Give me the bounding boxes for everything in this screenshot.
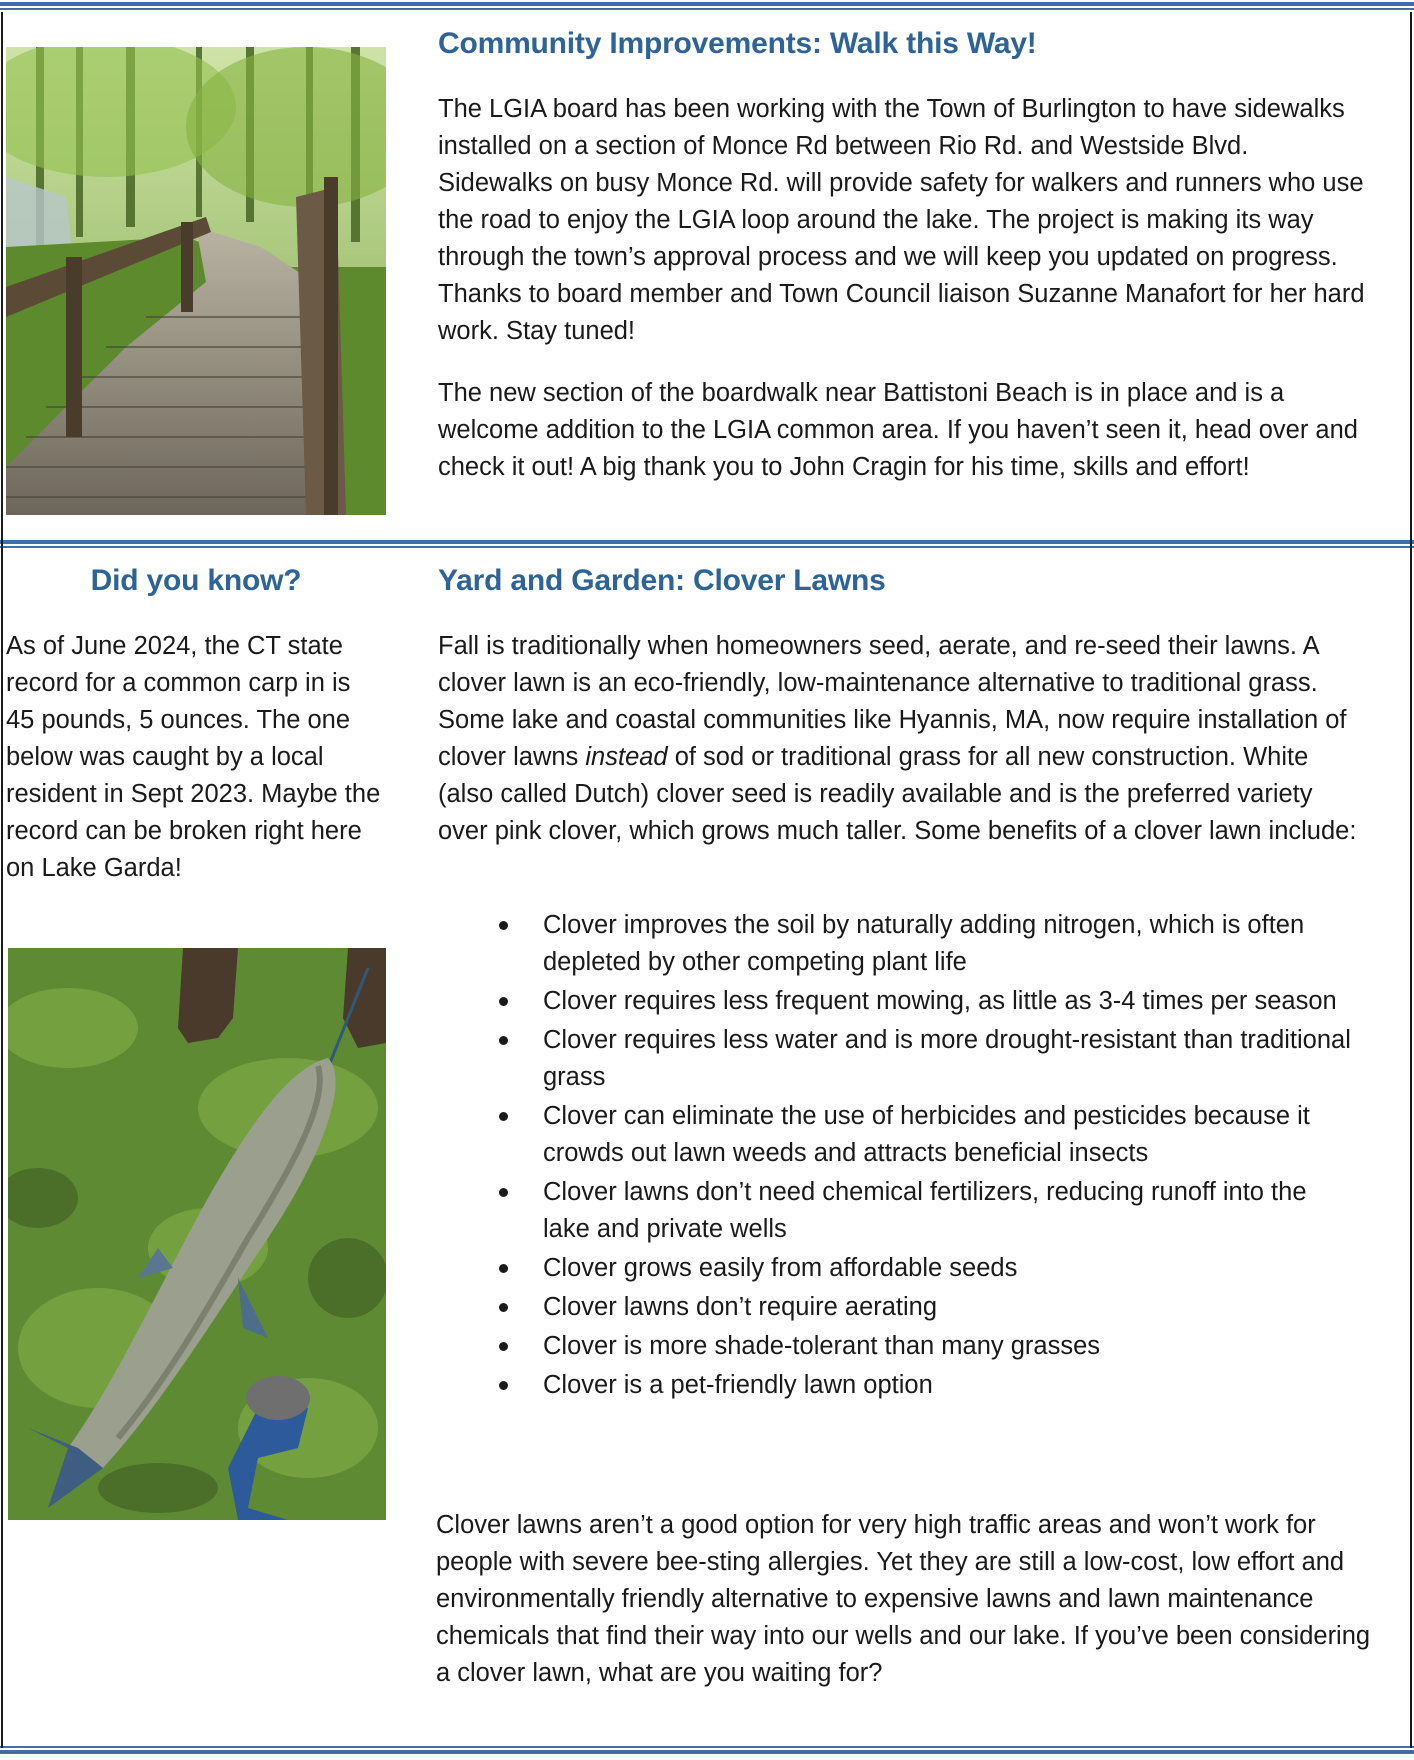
bullet-icon <box>499 997 508 1006</box>
list-item <box>543 1250 1353 1287</box>
did-you-know-title: Did you know? <box>90 564 302 597</box>
list-item-text: Clover is more shade-tolerant than many grasses <box>543 1332 1101 1360</box>
yard-garden-title: Yard and Garden: Clover Lawns <box>438 564 886 597</box>
list-item-text: Clover lawns don’t require aerating <box>543 1293 938 1321</box>
right-border <box>1410 12 1412 1748</box>
bullet-icon <box>499 1036 508 1045</box>
list-item <box>543 1022 1353 1096</box>
list-item-text: Clover is a pet-friendly lawn option <box>543 1371 933 1399</box>
walkway-paragraph-2: The new section of the boardwalk near Battistoni Beach is in place and is a welcome addition to the LGIA common area. If you haven’t seen it, head over and check it out! A big thank you to John Cragin for his time, skills and effort! <box>438 379 1358 481</box>
walkway-paragraph-1: The LGIA board has been working with the Town of Burlington to have sidewalks installed on a section of Monce Rd between Rio Rd. and Westside Blvd. Sidewalks on busy Monce Rd. will provide safety for walkers and runners who use the road to enjoy the LGIA loop around the lake. The project is making its way through the town’s approval process and we will keep you updated on progress. Thanks to board member and Town Council liaison Suzanne Manafort for her hard work. Stay tuned! <box>438 95 1365 345</box>
list-item <box>543 1289 1353 1326</box>
boardwalk-photo <box>6 47 386 515</box>
middle-divider <box>0 540 1414 550</box>
list-item <box>543 1328 1353 1365</box>
bullet-icon <box>499 1381 508 1390</box>
list-item-text: Clover improves the soil by naturally adding nitrogen, which is often depleted by other competing plant life <box>543 911 1305 976</box>
list-item <box>543 1174 1353 1248</box>
bullet-icon <box>499 1188 508 1197</box>
bottom-border <box>0 1746 1414 1756</box>
list-item <box>543 1367 1353 1404</box>
clover-benefits-list <box>543 907 1353 1406</box>
list-item <box>543 1098 1353 1172</box>
walkway-title: Community Improvements: Walk this Way! <box>438 27 1037 60</box>
intro-text-part-1: Fall is traditionally when homeowners seed, aerate, and re-seed their lawns. A clover lawn is an eco-friendly, low-maintenance alternative to traditional grass. Some lake and coastal communities like Hyannis, MA, now require installation of clover lawns <box>438 632 1347 771</box>
bullet-icon <box>499 1112 508 1121</box>
list-item-text: Clover requires less water and is more drought-resistant than traditional grass <box>543 1026 1351 1091</box>
list-item <box>543 983 1353 1020</box>
yard-garden-intro <box>438 628 1368 850</box>
left-border <box>1 12 3 1748</box>
bullet-icon <box>499 921 508 930</box>
yard-garden-closing: Clover lawns aren’t a good option for very high traffic areas and won’t work for people with severe bee-sting allergies. Yet they are still a low-cost, low effort and environmentally friendly alternative to expensive lawns and lawn maintenance chemicals that find their way into our wells and our lake. If you’ve been considering a clover lawn, what are you waiting for? <box>436 1511 1371 1687</box>
intro-emphasis: instead <box>585 743 668 771</box>
bullet-icon <box>499 1303 508 1312</box>
list-item-text: Clover can eliminate the use of herbicides and pesticides because it crowds out lawn weeds and attracts beneficial insects <box>543 1102 1310 1167</box>
list-item-text: Clover requires less frequent mowing, as little as 3-4 times per season <box>543 987 1337 1015</box>
intro-text-part-2: of sod or traditional grass for all new construction. White (also called Dutch) clover seed is readily available and is the preferred variety over pink clover, which grows much taller. Some benefits of a clover lawn include: <box>438 743 1357 845</box>
did-you-know-text: As of June 2024, the CT state record for a common carp in is 45 pounds, 5 ounces. The one below was caught by a local resident in Sept 2023. Maybe the record can be broken right here on Lake Garda! <box>6 632 381 882</box>
list-item-text: Clover grows easily from affordable seeds <box>543 1254 1018 1282</box>
list-item <box>543 907 1353 981</box>
top-border <box>0 2 1414 12</box>
list-item-text: Clover lawns don’t need chemical fertilizers, reducing runoff into the lake and private wells <box>543 1178 1307 1243</box>
bullet-icon <box>499 1342 508 1351</box>
carp-photo <box>8 948 386 1520</box>
bullet-icon <box>499 1264 508 1273</box>
